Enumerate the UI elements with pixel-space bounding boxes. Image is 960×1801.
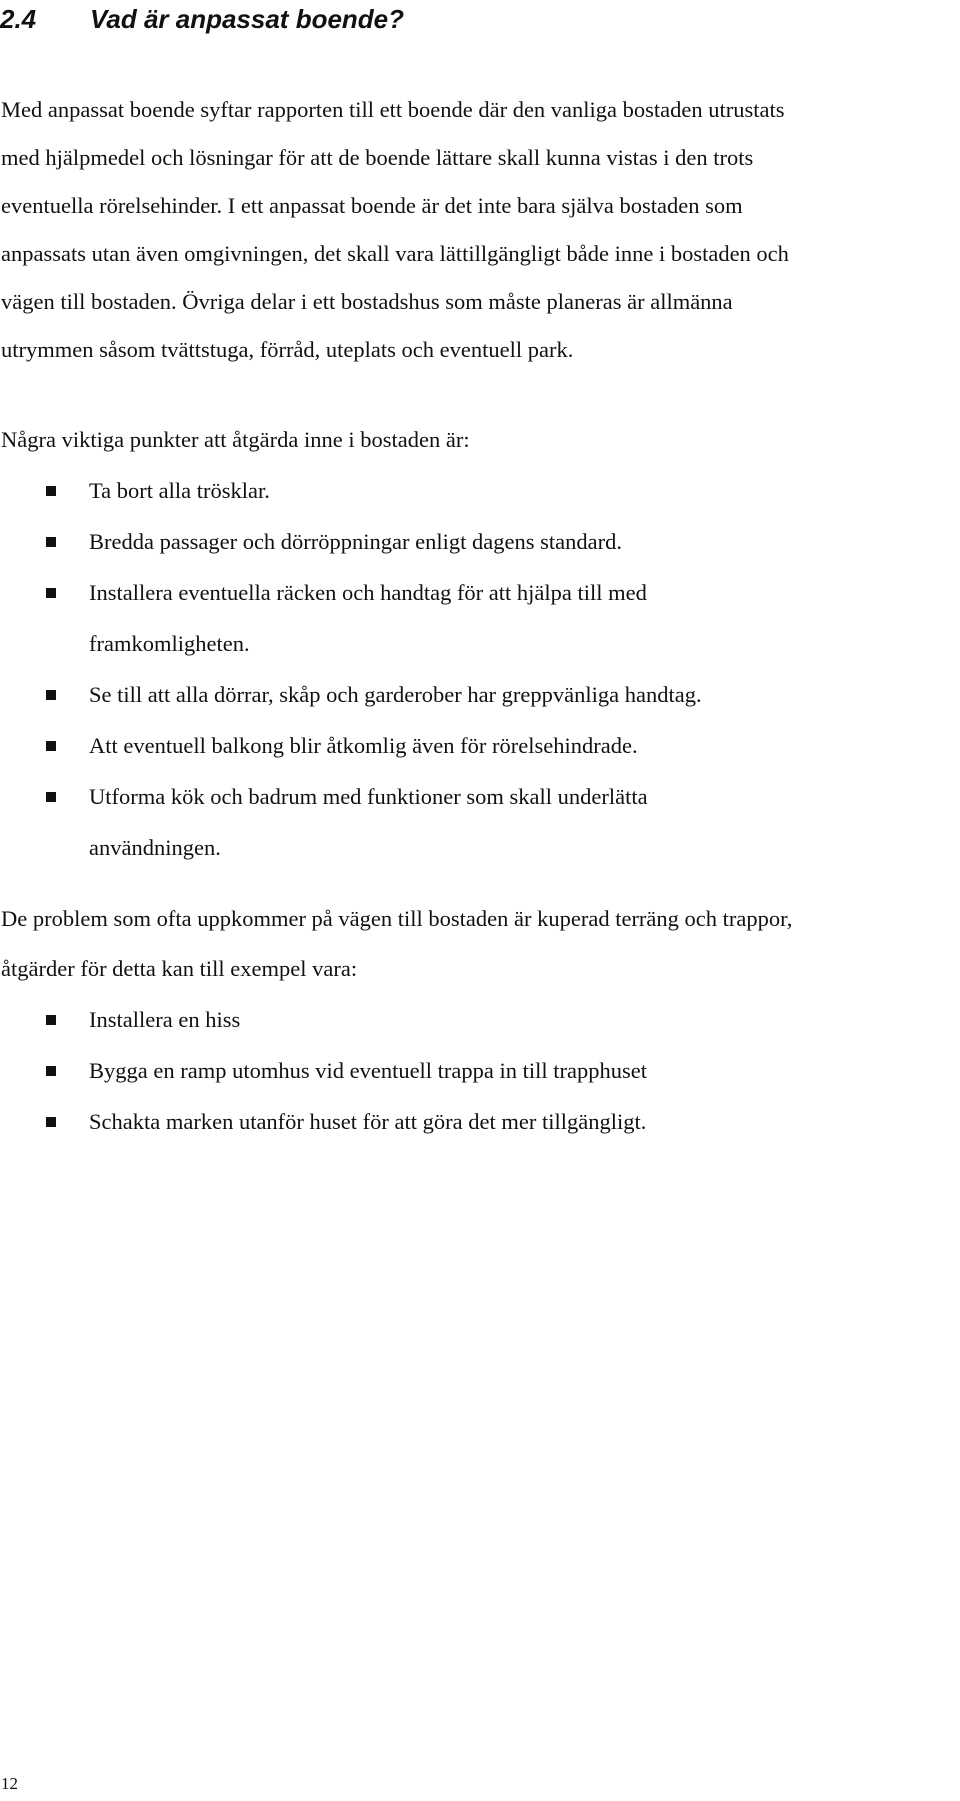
list-item — [0, 994, 960, 1045]
square-bullet-icon — [46, 1015, 56, 1025]
section-number: 2.4 — [0, 4, 37, 34]
page-number: 12 — [1, 1774, 18, 1793]
list-item-text: Bygga en ramp utomhus vid eventuell trappa in till trapphuset — [89, 1058, 648, 1083]
list-item — [0, 669, 960, 720]
list-item — [0, 1096, 960, 1147]
list-item-text: Att eventuell balkong blir åtkomlig även för rörelsehindrade. — [89, 733, 638, 758]
square-bullet-icon — [46, 1066, 56, 1076]
list-item — [0, 720, 960, 771]
square-bullet-icon — [46, 690, 56, 700]
paragraph-line: De problem som ofta uppkommer på vägen till bostaden är kuperad terräng och trappor, — [1, 906, 793, 931]
list-item-text: Installera eventuella räcken och handtag för att hjälpa till med — [89, 580, 647, 605]
square-bullet-icon — [46, 486, 56, 496]
square-bullet-icon — [46, 588, 56, 598]
outdoor-paragraph — [1, 894, 960, 994]
paragraph-line: utrymmen såsom tvättstuga, förråd, uteplats och eventuell park. — [1, 337, 574, 362]
square-bullet-icon — [46, 1117, 56, 1127]
square-bullet-icon — [46, 741, 56, 751]
list-item-text: Schakta marken utanför huset för att göra det mer tillgängligt. — [89, 1109, 647, 1134]
paragraph-line: Med anpassat boende syftar rapporten till ett boende där den vanliga bostaden utrustats — [1, 97, 785, 122]
square-bullet-icon — [46, 792, 56, 802]
section-title: Vad är anpassat boende? — [90, 4, 405, 34]
paragraph-line: vägen till bostaden. Övriga delar i ett bostadshus som måste planeras är allmänna — [1, 289, 733, 314]
list-item-text: Se till att alla dörrar, skåp och garderober har greppvänliga handtag. — [89, 682, 702, 707]
list-item — [0, 465, 960, 516]
paragraph-line: med hjälpmedel och lösningar för att de boende lättare skall kunna vistas i den trots — [1, 145, 754, 170]
list-item-text: Installera en hiss — [89, 1007, 241, 1032]
list-item — [0, 1045, 960, 1096]
square-bullet-icon — [46, 537, 56, 547]
section-heading — [0, 2, 404, 36]
list-item-text: Bredda passager och dörröppningar enligt dagens standard. — [89, 529, 622, 554]
paragraph-line: åtgärder för detta kan till exempel vara: — [1, 956, 358, 981]
list-item-text: Ta bort alla trösklar. — [89, 478, 270, 503]
list-item — [0, 567, 960, 669]
list-item — [0, 516, 960, 567]
paragraph-line: Några viktiga punkter att åtgärda inne i bostaden är: — [1, 427, 470, 452]
list-item-text: Utforma kök och badrum med funktioner som skall underlätta — [89, 784, 648, 809]
paragraph-line: anpassats utan även omgivningen, det skall vara lättillgängligt både inne i bostaden och — [1, 241, 789, 266]
outdoor-measures-list — [0, 994, 960, 1147]
list-item-text: användningen. — [89, 835, 221, 860]
list-item-text: framkomligheten. — [89, 631, 250, 656]
indoor-measures-list — [0, 465, 960, 873]
list-item — [0, 771, 960, 873]
list-intro-paragraph — [1, 415, 960, 465]
paragraph-line: eventuella rörelsehinder. I ett anpassat boende är det inte bara själva bostaden som — [1, 193, 743, 218]
intro-paragraph — [1, 86, 960, 374]
